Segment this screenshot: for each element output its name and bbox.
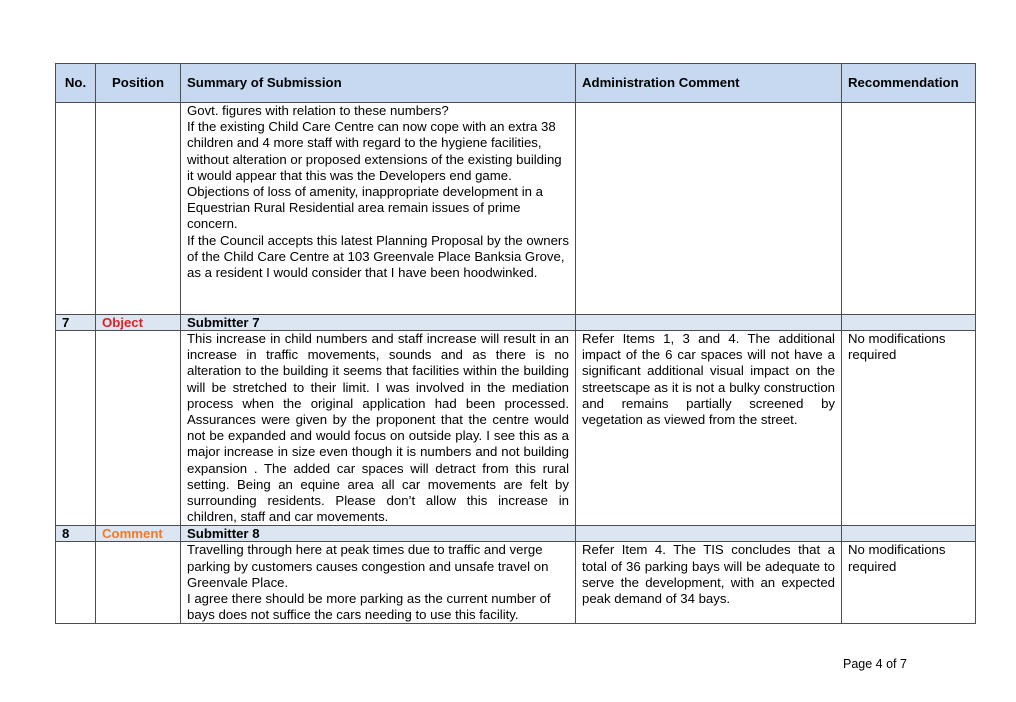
table-row-continued <box>56 103 976 315</box>
cell-admin-comment: Refer Item 4. The TIS concludes that a total of 36 parking bays will be adequate to serve the development, with an expected peak demand of 34 bays. <box>576 542 842 624</box>
submission-number: 7 <box>56 315 96 331</box>
cell-summary <box>181 103 576 315</box>
cell-empty <box>576 526 842 542</box>
table-row-submission-8 <box>56 542 976 624</box>
cell-no <box>56 542 96 624</box>
header-no: No. <box>56 64 96 103</box>
cell-admin-comment: Refer Items 1, 3 and 4. The additional impact of the 6 car spaces will not have a significant additional visual impact on the streetscape as it is not a bulky construction and remains partially screened by vegetation as viewed from the street. <box>576 331 842 526</box>
summary-paragraph: I agree there should be more parking as the current number of bays does not suffice the cars needing to use this facility. <box>187 591 551 623</box>
cell-position <box>96 331 181 526</box>
submitter-name: Submitter 7 <box>181 315 576 331</box>
header-summary: Summary of Submission <box>181 64 576 103</box>
header-admin-comment: Administration Comment <box>576 64 842 103</box>
summary-paragraph: If the Council accepts this latest Planning Proposal by the owners of the Child Care Centre at 103 Greenvale Place Banksia Grove, as a resident I would consider that I have been hoodwinked. <box>187 232 569 281</box>
cell-empty <box>576 315 842 331</box>
submission-position <box>96 315 181 331</box>
cell-empty <box>842 315 976 331</box>
table-row-submission-7 <box>56 331 976 526</box>
submitter-name: Submitter 8 <box>181 526 576 542</box>
cell-admin-comment <box>576 103 842 315</box>
submitter-row-8 <box>56 526 976 542</box>
cell-summary: This increase in child numbers and staff increase will result in an increase in traffic movements, sounds and as there is no alteration to the building it seems that facilities within the building will be stretched to their limit. I was involved in the mediation process when the original application had been processed. Assurances were given by the proponent that the centre would not be expanded and would focus on outside play. I see this as a major increase in size even though it is numbers and not building expansion . The added car spaces will detract from this rural setting. Being an equine area all car movements are felt by surrounding residents. Please don’t allow this increase in children, staff and car movements. <box>181 331 576 526</box>
summary-paragraph: Govt. figures with relation to these numbers? <box>187 103 449 118</box>
page-number: Page 4 of 7 <box>843 657 907 671</box>
summary-paragraph: Objections of loss of amenity, inappropriate development in a Equestrian Rural Residential area remain issues of prime concern. <box>187 184 544 232</box>
cell-recommendation <box>842 103 976 315</box>
submission-position <box>96 526 181 542</box>
cell-empty <box>842 526 976 542</box>
summary-paragraph: If the existing Child Care Centre can now cope with an extra 38 children and 4 more staff with regard to the hygiene facilities, without alteration or proposed extensions of the existing building it would appear that this was the Developers end game. <box>187 119 562 183</box>
submission-number: 8 <box>56 526 96 542</box>
position-object: Object <box>102 315 144 330</box>
header-position: Position <box>96 64 181 103</box>
cell-no <box>56 103 96 315</box>
cell-no <box>56 331 96 526</box>
submissions-table <box>55 63 976 624</box>
table-header-row <box>56 64 976 103</box>
cell-recommendation: No modifications required <box>842 542 976 624</box>
cell-position <box>96 103 181 315</box>
summary-paragraph: Travelling through here at peak times due to traffic and verge parking by customers causes congestion and unsafe travel on Greenvale Place. <box>187 542 549 590</box>
submitter-row-7 <box>56 315 976 331</box>
position-comment: Comment <box>102 526 163 542</box>
cell-recommendation: No modifications required <box>842 331 976 526</box>
cell-summary <box>181 542 576 624</box>
header-recommendation: Recommendation <box>842 64 976 103</box>
cell-position <box>96 542 181 624</box>
